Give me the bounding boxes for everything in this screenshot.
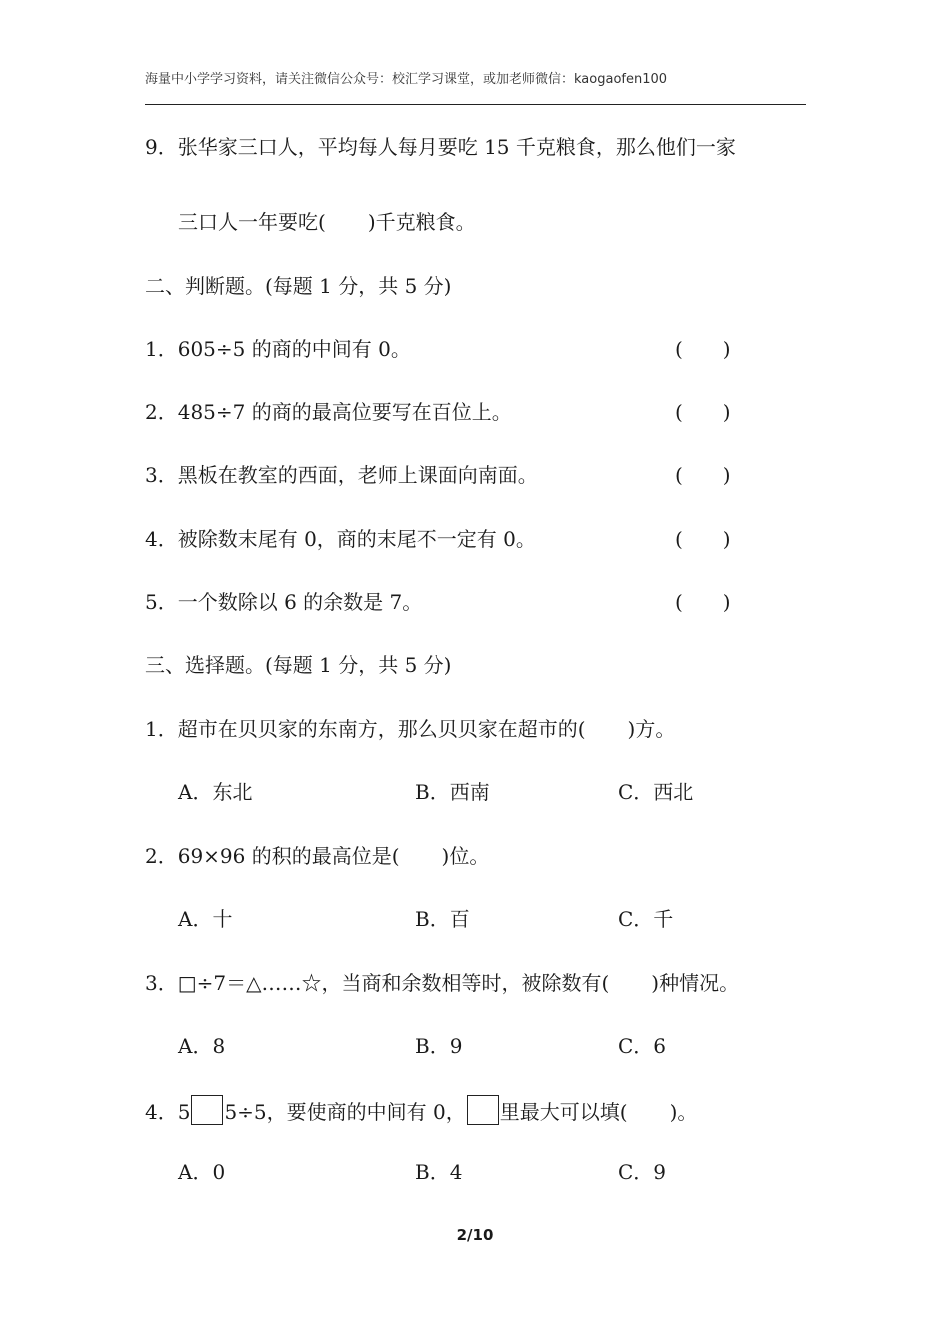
choice-q4-option-c: C．9 [618,1160,667,1184]
choice-q4-text-a: 4．5 [145,1100,191,1124]
section3-title: 三、选择题。(每题 1 分，共 5 分) [145,653,452,677]
choice-q4-text-c: 里最大可以填( [499,1100,628,1124]
choice-q2-text-a: 2．69×96 的积的最高位是( [145,844,400,868]
choice-q1-option-a: A．东北 [178,780,253,804]
choice-q3-text-b: )种情况。 [651,971,740,995]
choice-q3 [145,969,739,997]
q9-line2 [178,208,476,236]
judge-item-3: 3．黑板在教室的西面，老师上课面向南面。 [145,463,538,487]
choice-q4-text-d: )。 [669,1100,698,1124]
page-number [0,1226,950,1244]
judge-item-4: 4．被除数末尾有 0，商的末尾不一定有 0。 [145,527,536,551]
choice-q1-text-a: 1．超市在贝贝家的东南方，那么贝贝家在超市的( [145,717,586,741]
choice-q4-option-b: B．4 [415,1160,463,1184]
judge-answer-2: ( ) [675,400,731,424]
page-total: 10 [472,1226,494,1244]
choice-q1 [145,715,675,743]
q9-text-b: )千克粮食。 [367,210,476,234]
choice-q1-text-b: )方。 [627,717,676,741]
judge-item-1: 1．605÷5 的商的中间有 0。 [145,337,411,361]
choice-q4 [145,1095,697,1126]
judge-item-2: 2．485÷7 的商的最高位要写在百位上。 [145,400,512,424]
choice-q4-option-a: A．0 [178,1160,226,1184]
page-current: 2 [456,1226,468,1244]
choice-q3-text-a: 3．□÷7＝△……☆，当商和余数相等时，被除数有( [145,971,610,995]
q9-line1: 9．张华家三口人，平均每人每月要吃 15 千克粮食，那么他们一家 [145,135,736,159]
choice-q3-option-b: B．9 [415,1034,463,1058]
choice-q2-text-b: )位。 [441,844,490,868]
choice-q2-option-a: A．十 [178,907,233,931]
choice-q1-option-c: C．西北 [618,780,694,804]
judge-answer-1: ( ) [675,337,731,361]
judge-answer-3: ( ) [675,463,731,487]
judge-item-5: 5．一个数除以 6 的余数是 7。 [145,590,423,614]
section2-title: 二、判断题。(每题 1 分，共 5 分) [145,274,452,298]
choice-q3-option-a: A．8 [178,1034,226,1058]
judge-answer-5: ( ) [675,590,731,614]
choice-q2 [145,842,489,870]
digit-box-1 [191,1095,223,1125]
choice-q1-option-b: B．西南 [415,780,490,804]
q9-text-a: 三口人一年要吃( [178,210,326,234]
choice-q2-option-c: C．千 [618,907,674,931]
page-separator: / [467,1226,473,1244]
digit-box-2 [467,1095,499,1125]
choice-q2-option-b: B．百 [415,907,470,931]
judge-answer-4: ( ) [675,527,731,551]
page-header: 海量中小学学习资料，请关注微信公众号：校汇学习课堂，或加老师微信：kaogaofen100 [145,72,668,87]
choice-q3-option-c: C．6 [618,1034,667,1058]
header-divider [145,104,806,105]
choice-q4-text-b: 5÷5，要使商的中间有 0， [224,1100,466,1124]
